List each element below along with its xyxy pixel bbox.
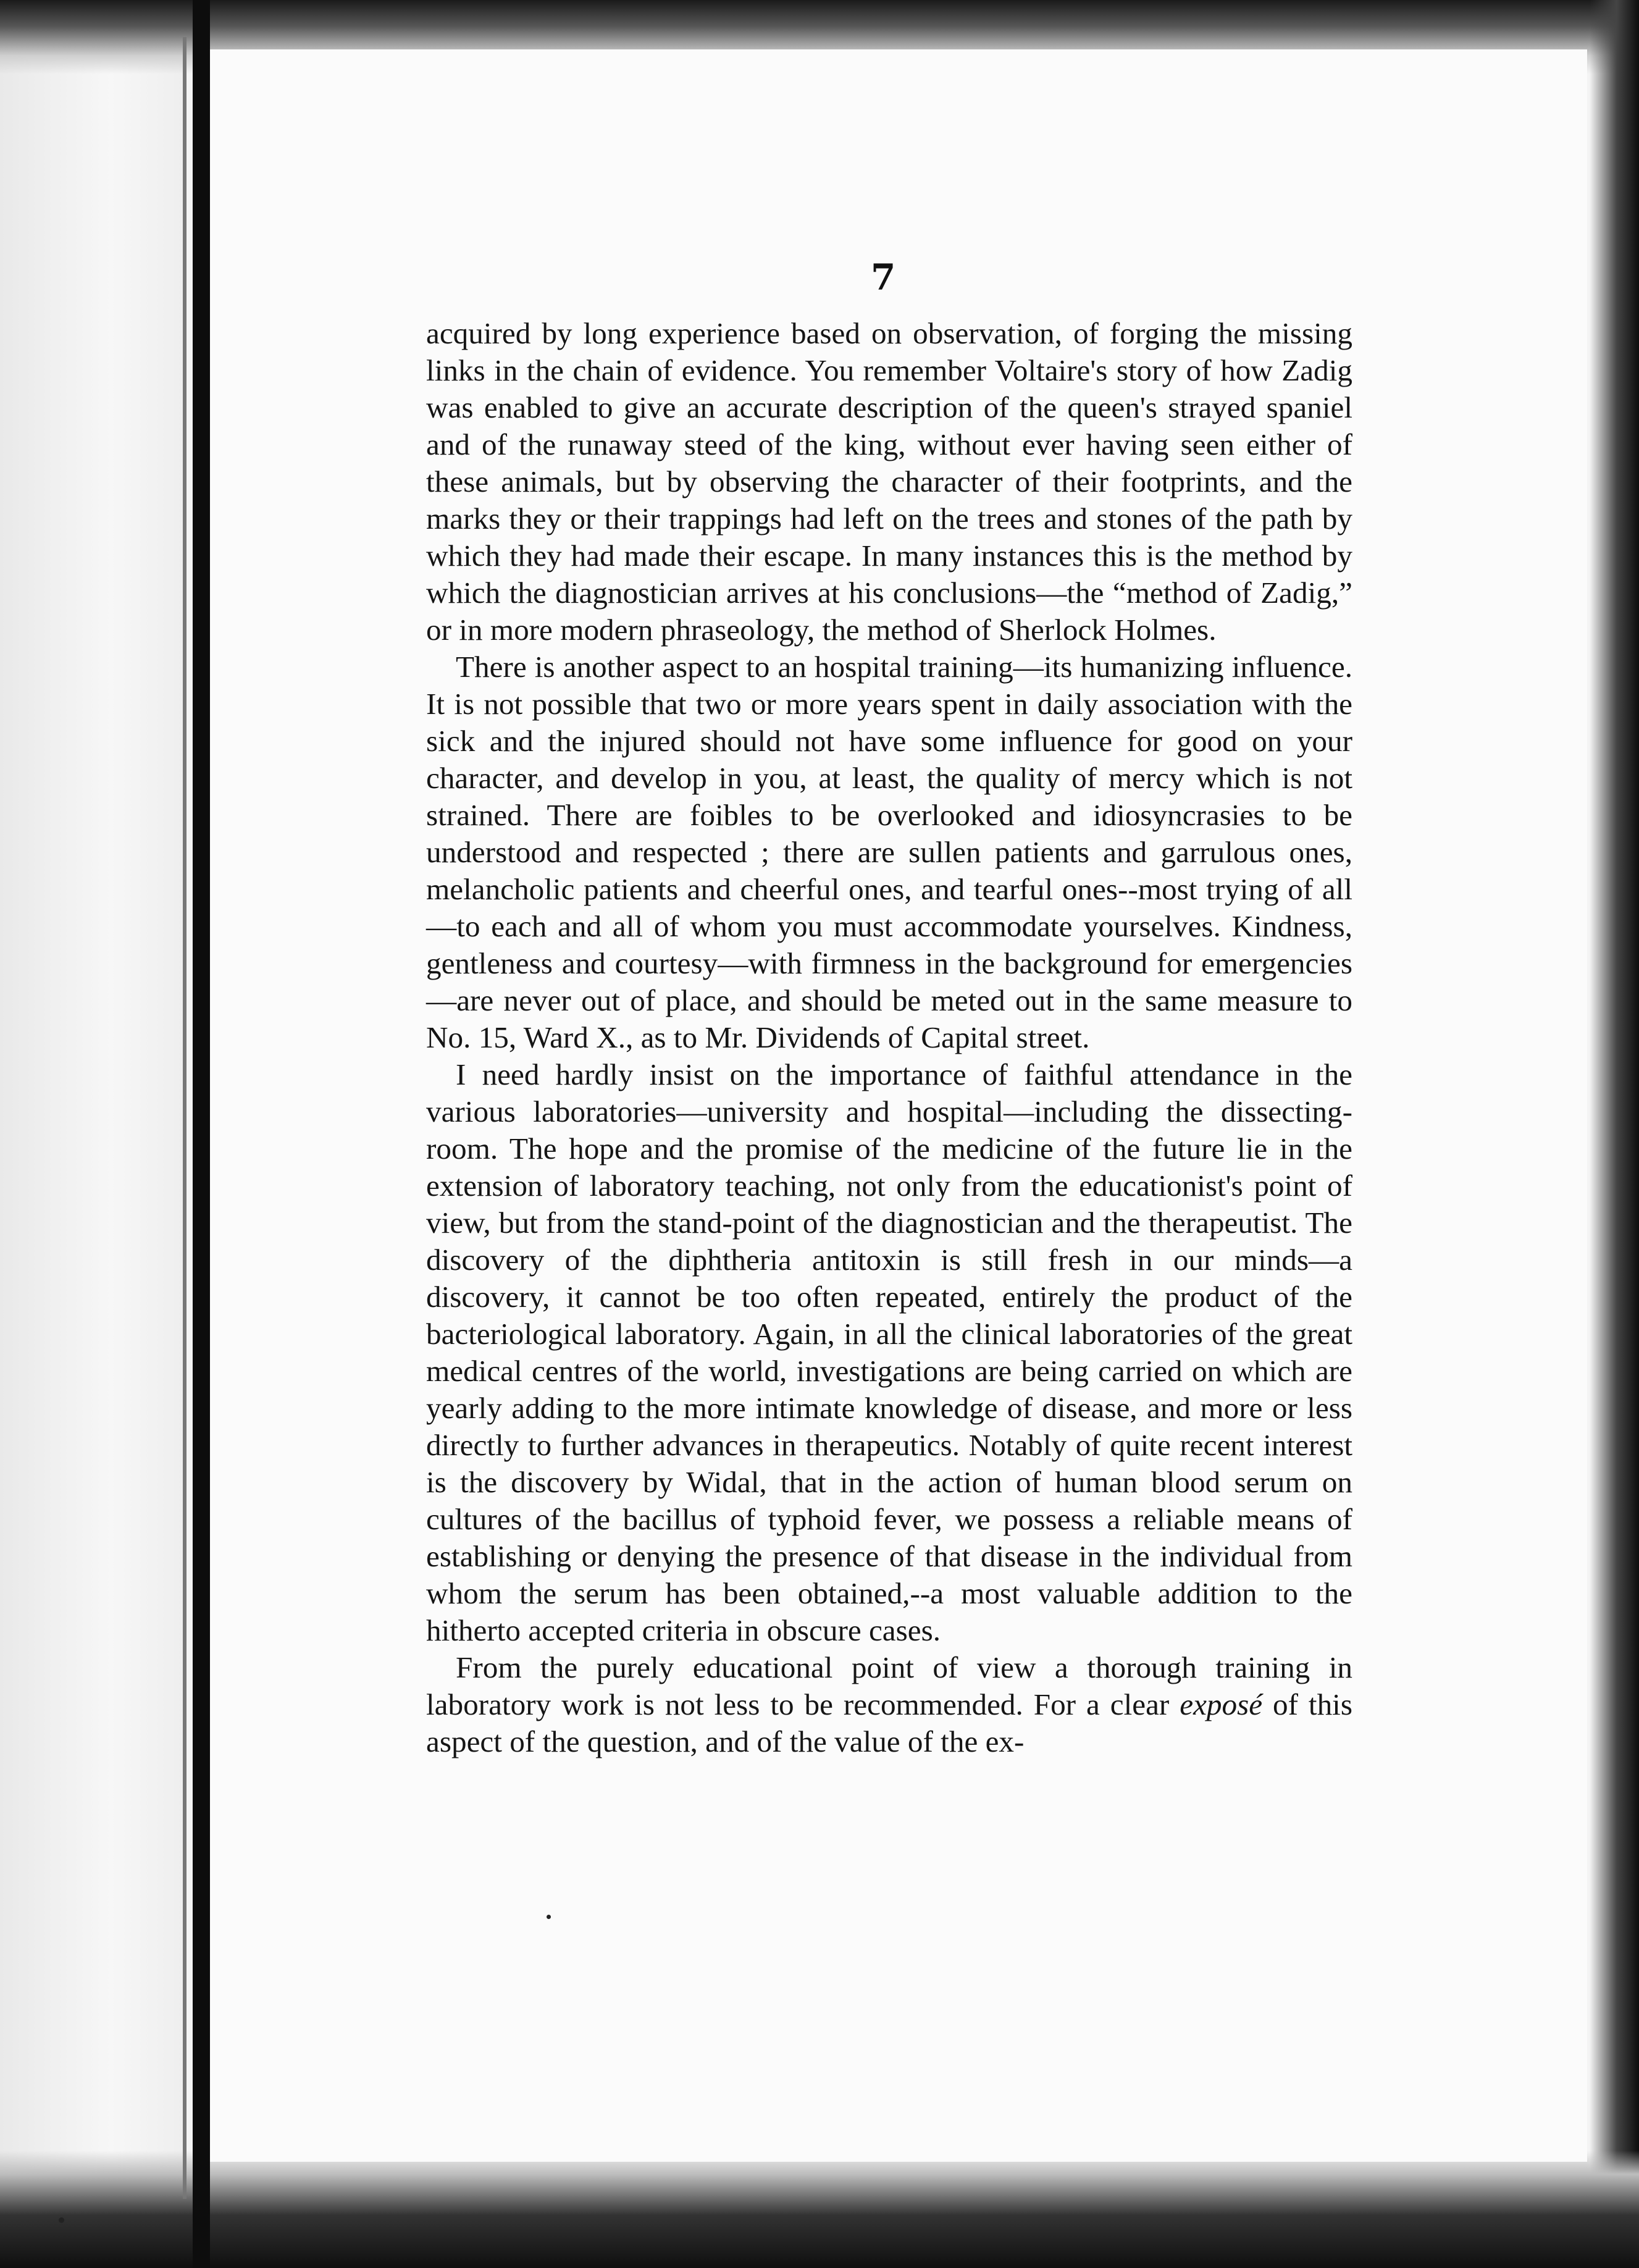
paragraph-3-text: I need hardly insist on the importance of faithful attendance in the various laboratories—university and hospital—including the dissecting-room. The hope and the promise of the medicine of the future lie in the extension of laboratory teaching, not only from the educationist's point of view, but from the stand-point of the diagnostician and the therapeutist. The discovery of the diphtheria antitoxin is still fresh in our minds—a discovery, it cannot be too often repeated, entirely the product of the bacteriological laboratory. Again, in all the clinical laboratories of the great medical centres of the world, investigations are being carried on which are yearly adding to the more intimate knowledge of disease, and more or less directly to further advances in therapeutics. Notably of quite recent interest is the discovery by Widal, that in the action of human blood serum on cultures of the bacillus of typhoid fever, we possess a reliable means of establishing or denying the presence of that disease in the individual from whom the serum has been obtained,--a most valuable addition to the hitherto accepted criteria in obscure cases.	[426, 1057, 1352, 1647]
page-number: 7	[871, 256, 896, 298]
scan-bottom-border	[0, 2151, 1639, 2268]
paragraph-4-text-end: of this aspect of the question, and of the value of the ex-	[426, 1687, 1352, 1758]
paragraph-4-text-start: From the purely educational point of view a thorough training in laboratory work is not less to be recommended. For a clear	[426, 1650, 1352, 1721]
paragraph-2-text: There is another aspect to an hospital training—its humanizing influence. It is not possible that two or more years spent in daily association with the sick and the injured should not have some influence for good on your character, and develop in you, at least, the quality of mercy which is not strained. There are foibles to be overlooked and idiosyncrasies to be understood and respected ; there are sullen patients and garrulous ones, melancholic patients and cheerful ones, and tearful ones--most trying of all—to each and all of whom you must accommodate yourselves. Kindness, gentleness and courtesy—with firmness in the background for emergencies—are never out of place, and should be meted out in the same measure to No. 15, Ward X., as to Mr. Dividends of Capital street.	[426, 650, 1352, 1054]
page-gutter-line	[193, 0, 210, 2268]
paragraph-1	[426, 315, 1352, 649]
paragraph-2	[426, 649, 1352, 1056]
paragraph-4	[426, 1649, 1352, 1760]
paragraph-4-italic-term: exposé	[1180, 1687, 1263, 1721]
scan-speck	[547, 1915, 551, 1919]
scan-right-border	[1590, 0, 1639, 2268]
facing-page-strip	[0, 0, 185, 2268]
paragraph-3	[426, 1056, 1352, 1649]
body-text	[426, 315, 1352, 1760]
paragraph-1-text: acquired by long experience based on observation, of forging the missing links in the chain of evidence. You remember Voltaire's story of how Zadig was enabled to give an accurate description of the queen's strayed spaniel and of the runaway steed of the king, without ever having seen either of these animals, but by observing the character of their footprints, and the marks they or their trappings had left on the trees and stones of the path by which they had made their escape. In many instances this is the method by which the diagnostician arrives at his conclusions—the “method of Zadig,” or in more modern phraseology, the method of Sherlock Holmes.	[426, 316, 1352, 647]
scan-speck	[59, 2217, 64, 2223]
page-gutter-shadow	[183, 37, 187, 2199]
